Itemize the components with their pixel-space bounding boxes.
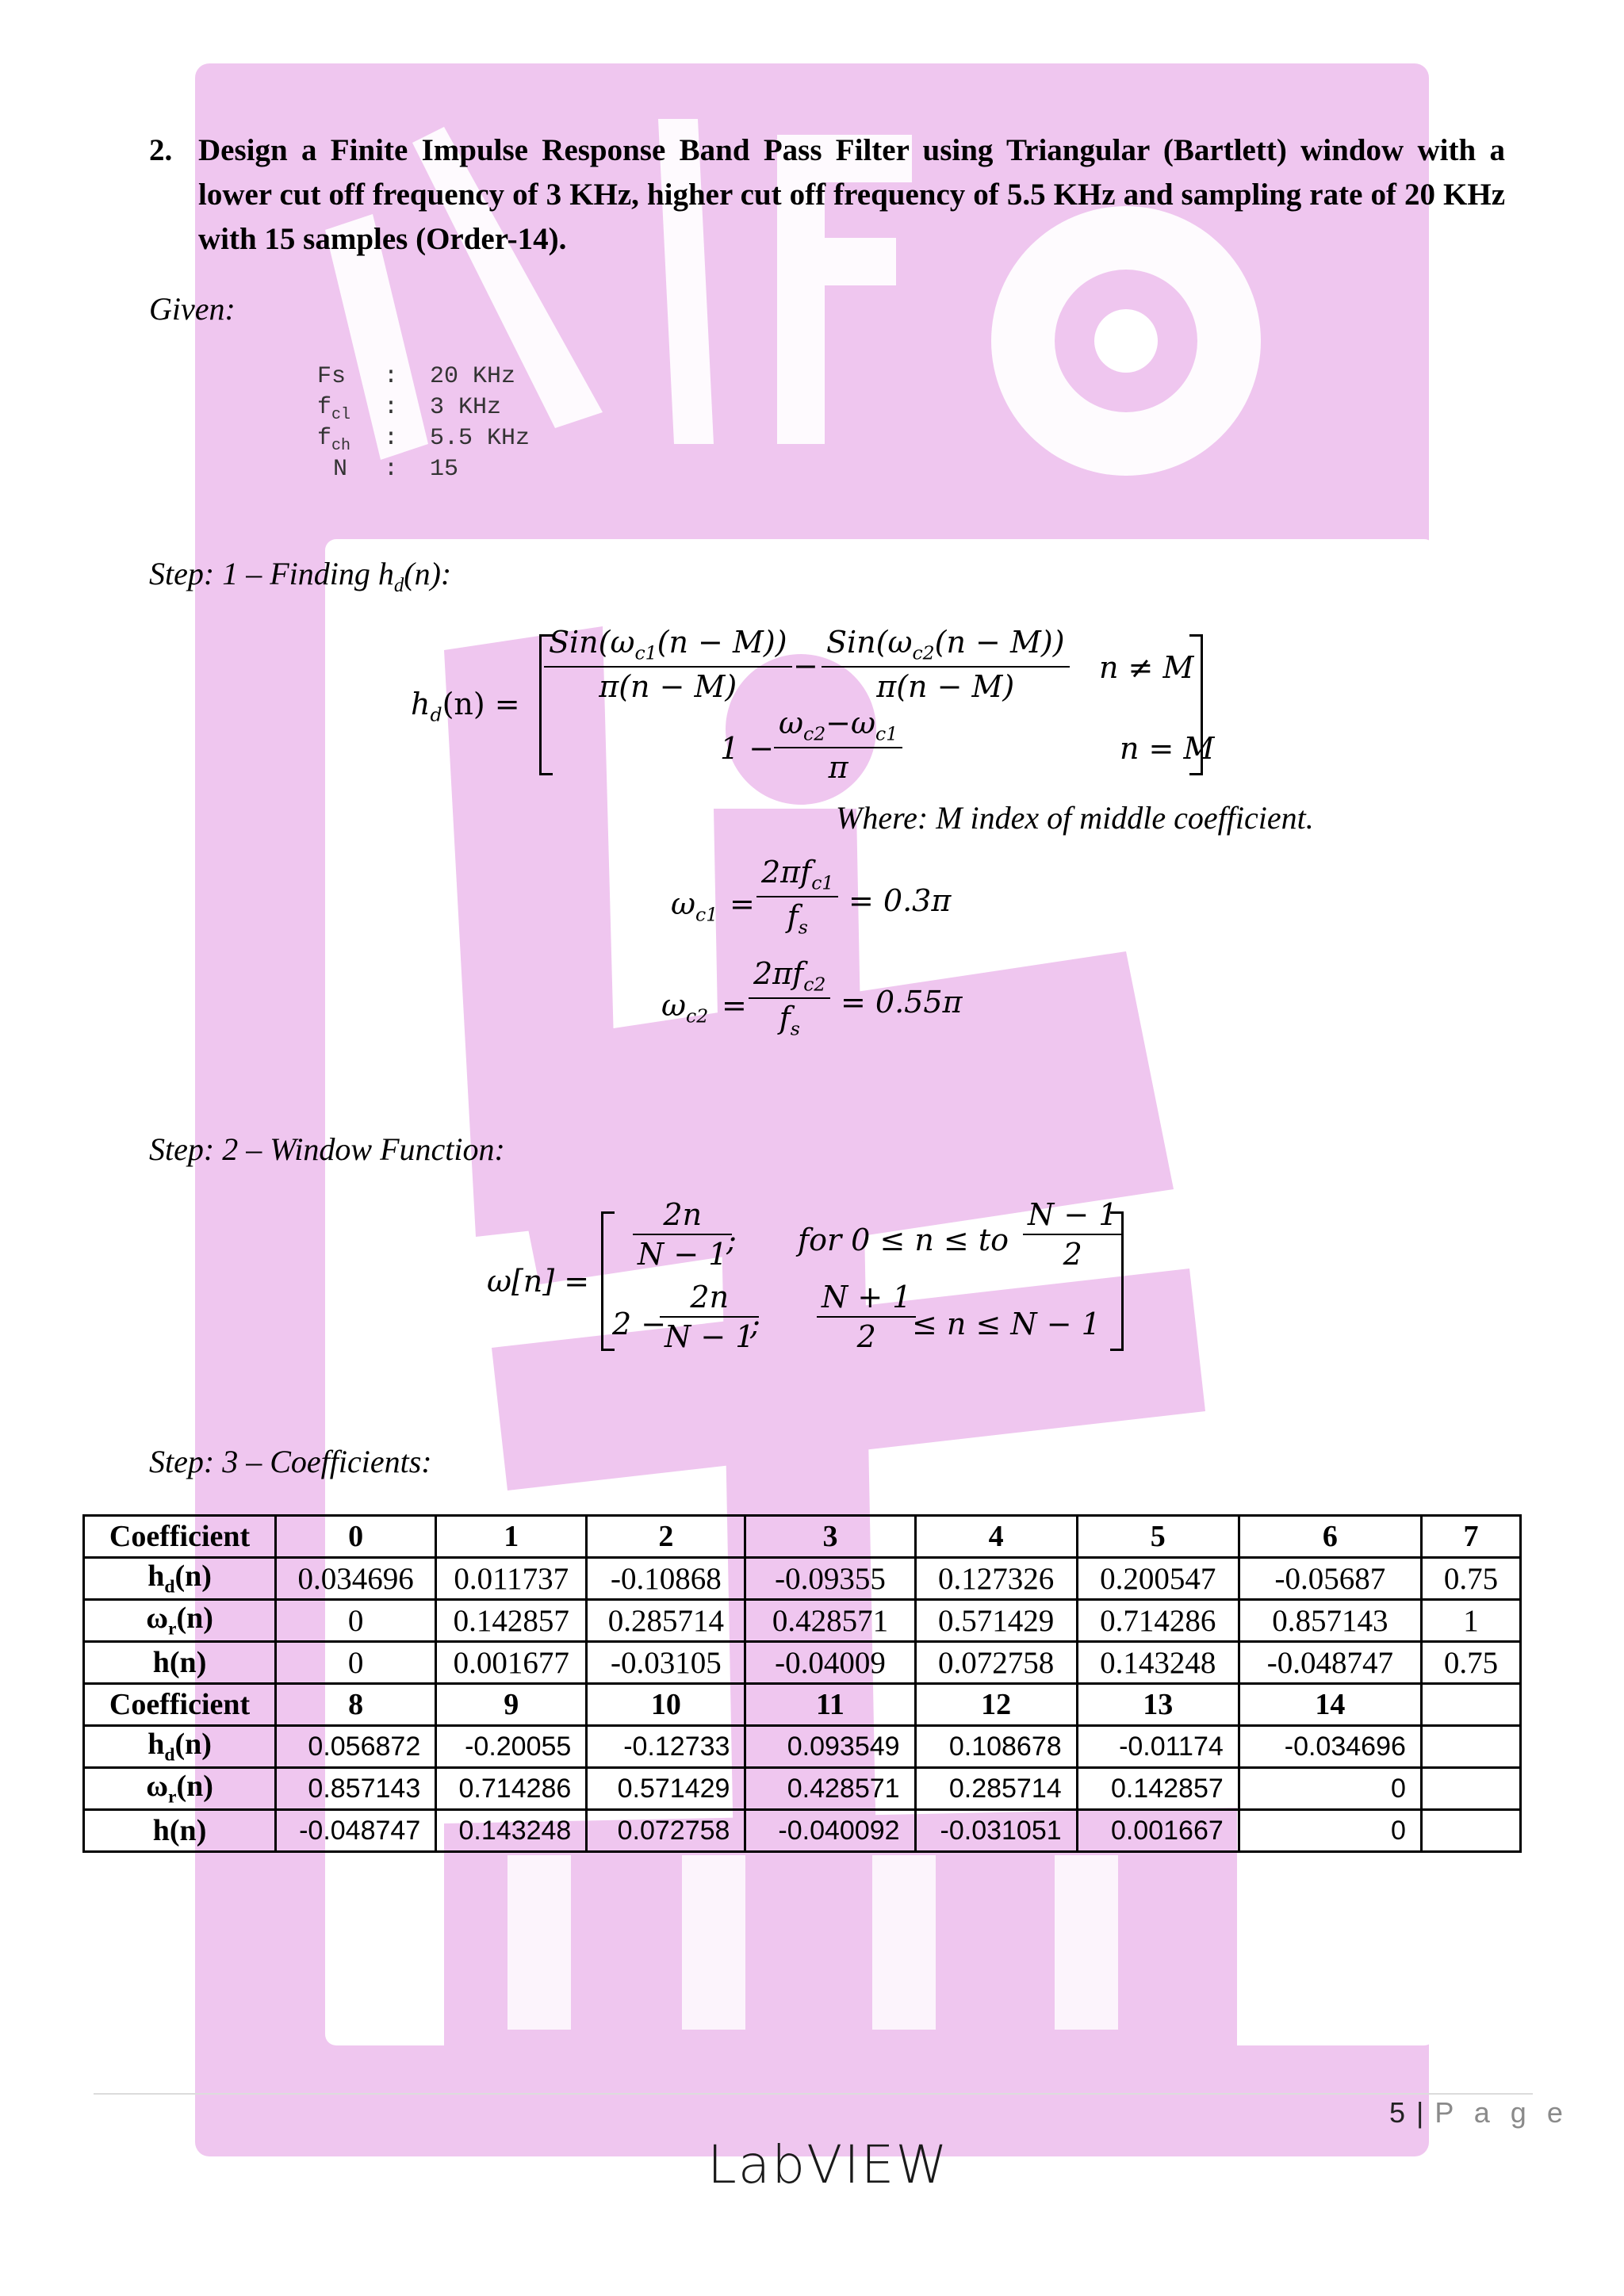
table-cell: 1 xyxy=(1421,1600,1520,1642)
given-key: $f_{cl}$ xyxy=(317,394,351,424)
table-cell: 0.285714 xyxy=(915,1768,1077,1810)
window-r1-cond: for 0 ≤ n ≤ to xyxy=(798,1223,1009,1257)
table-cell: 0.108678 xyxy=(915,1726,1077,1768)
table-cell: 0.428571 xyxy=(745,1600,915,1642)
given-value: 20 KHz xyxy=(430,363,516,390)
table-cell: 0.093549 xyxy=(745,1726,915,1768)
hd-minus: − xyxy=(793,649,818,683)
given-value: 15 xyxy=(430,456,459,483)
table-cell: 0 xyxy=(276,1600,436,1642)
table-cell: 0.75 xyxy=(1421,1642,1520,1684)
table-cell: 1 xyxy=(436,1516,587,1558)
table-cell: 13 xyxy=(1077,1684,1239,1726)
table-cell: 0.857143 xyxy=(1239,1600,1421,1642)
table-cell: 0 xyxy=(1239,1810,1421,1852)
table-cell: 6 xyxy=(1239,1516,1421,1558)
wc2-frac: $\frac{2\pi f_{c2}}{f_s}$ xyxy=(749,956,830,1039)
table-cell: 0.143248 xyxy=(436,1810,587,1852)
table-cell: -0.048747 xyxy=(1239,1642,1421,1684)
table-cell: 7 xyxy=(1421,1516,1520,1558)
table-cell: -0.04009 xyxy=(745,1642,915,1684)
table-cell: -0.05687 xyxy=(1239,1558,1421,1600)
table-cell: 12 xyxy=(915,1684,1077,1726)
table-label-h: h(n) xyxy=(84,1810,276,1852)
hd-condition-2: n = M xyxy=(1120,731,1215,766)
table-label-hd: $h_d(n)$ xyxy=(84,1726,276,1768)
window-r1-semi: ; xyxy=(726,1223,737,1257)
table-cell: 0 xyxy=(276,1642,436,1684)
given-heading: Given: xyxy=(149,291,236,327)
window-r2-lead: 2 − xyxy=(612,1307,667,1341)
table-cell: 0.001677 xyxy=(436,1642,587,1684)
table-cell xyxy=(1421,1768,1520,1810)
table-cell: 0.285714 xyxy=(587,1600,745,1642)
given-key: Fs xyxy=(317,363,347,390)
table-cell: 0.072758 xyxy=(915,1642,1077,1684)
hd-term1: $\frac{Sin(\omega_{c1}(n - M))}{\pi(n - M)}$ xyxy=(544,625,792,704)
table-cell: -0.034696 xyxy=(1239,1726,1421,1768)
table-cell: 5 xyxy=(1077,1516,1239,1558)
window-r1-frac: $\frac{2n}{N - 1}$ xyxy=(633,1197,732,1272)
table-row xyxy=(84,1726,1521,1768)
window-r2-cfrac: $\frac{N + 1}{2}$ xyxy=(817,1280,916,1354)
table-cell: -0.20055 xyxy=(436,1726,587,1768)
given-sep: : xyxy=(384,425,399,452)
table-cell: 3 xyxy=(745,1516,915,1558)
table-cell: 0.75 xyxy=(1421,1558,1520,1600)
table-cell: 11 xyxy=(745,1684,915,1726)
table-row xyxy=(84,1516,1521,1558)
table-row xyxy=(84,1558,1521,1600)
table-cell: -0.031051 xyxy=(915,1810,1077,1852)
table-cell: 0.142857 xyxy=(436,1600,587,1642)
table-cell: 0.011737 xyxy=(436,1558,587,1600)
given-sep: : xyxy=(384,363,399,390)
given-sep: : xyxy=(384,394,399,421)
table-cell: 0.571429 xyxy=(915,1600,1077,1642)
wc2-lhs: $\omega_{c2}$ xyxy=(661,988,709,1027)
wc1-frac: $\frac{2\pi f_{c1}}{f_s}$ xyxy=(756,855,838,938)
table-cell: 0.034696 xyxy=(276,1558,436,1600)
coefficients-table xyxy=(82,1514,1522,1853)
given-value: 3 KHz xyxy=(430,394,502,421)
table-label-hd: $h_d(n)$ xyxy=(84,1558,276,1600)
wc1-lhs: $\omega_{c1}$ xyxy=(671,886,718,926)
wc1-eq: = xyxy=(730,886,755,921)
step3-heading: Step: 3 – Coefficients: xyxy=(149,1444,432,1479)
footer-brand: LabVIEW xyxy=(707,2134,949,2195)
table-label-wr: $\omega_r(n)$ xyxy=(84,1600,276,1642)
hd-row2-lead: 1 − xyxy=(720,731,775,766)
table-cell: 0.001667 xyxy=(1077,1810,1239,1852)
table-row xyxy=(84,1600,1521,1642)
where-note: Where: M index of middle coefficient. xyxy=(836,800,1314,836)
table-row xyxy=(84,1684,1521,1726)
table-cell: 0.428571 xyxy=(745,1768,915,1810)
table-cell: 8 xyxy=(276,1684,436,1726)
table-cell: -0.10868 xyxy=(587,1558,745,1600)
window-r2-semi: ; xyxy=(750,1307,760,1341)
table-cell: 0.714286 xyxy=(436,1768,587,1810)
table-cell: 4 xyxy=(915,1516,1077,1558)
hd-condition-1: n ≠ M xyxy=(1099,650,1194,685)
table-label-wr: $\omega_r(n)$ xyxy=(84,1768,276,1810)
table-cell: 0.857143 xyxy=(276,1768,436,1810)
table-cell: 0.056872 xyxy=(276,1726,436,1768)
window-r2-cond: ≤ n ≤ N − 1 xyxy=(912,1307,1101,1341)
table-cell: 0.143248 xyxy=(1077,1642,1239,1684)
table-cell: -0.048747 xyxy=(276,1810,436,1852)
table-cell: 10 xyxy=(587,1684,745,1726)
wc1-value: = 0.3π xyxy=(848,883,952,918)
wc2-value: = 0.55π xyxy=(841,985,963,1020)
window-r2-frac: $\frac{2n}{N - 1}$ xyxy=(660,1280,759,1354)
table-cell: -0.09355 xyxy=(745,1558,915,1600)
given-sep: : xyxy=(384,456,399,483)
table-cell: 0.714286 xyxy=(1077,1600,1239,1642)
table-cell: 0.200547 xyxy=(1077,1558,1239,1600)
table-cell xyxy=(1421,1726,1520,1768)
page-number: 5 | P a g e xyxy=(1389,2096,1569,2129)
table-cell: -0.03105 xyxy=(587,1642,745,1684)
hd-lhs: $h_d(n)$ = xyxy=(411,687,520,726)
table-row xyxy=(84,1810,1521,1852)
table-row xyxy=(84,1768,1521,1810)
given-key: N xyxy=(333,456,348,483)
table-label-coefficient: Coefficient xyxy=(84,1516,276,1558)
wc2-eq: = xyxy=(722,988,747,1023)
table-cell: 0.142857 xyxy=(1077,1768,1239,1810)
problem-text: Design a Finite Impulse Response Band Pass Filter using Triangular (Bartlett) window with a lower cut off frequency of 3 KHz, higher cut off frequency of 5.5 KHz and sampling rate of 20 KHz with 15 samples (Order-14). xyxy=(198,133,1505,256)
table-cell: 0 xyxy=(1239,1768,1421,1810)
table-cell: 0.571429 xyxy=(587,1768,745,1810)
footer-divider xyxy=(94,2093,1533,2095)
given-value: 5.5 KHz xyxy=(430,425,530,452)
table-row xyxy=(84,1642,1521,1684)
table-cell: -0.01174 xyxy=(1077,1726,1239,1768)
table-cell: 2 xyxy=(587,1516,745,1558)
table-cell: 14 xyxy=(1239,1684,1421,1726)
given-key: $f_{ch}$ xyxy=(317,425,351,455)
table-cell: -0.12733 xyxy=(587,1726,745,1768)
table-cell: 9 xyxy=(436,1684,587,1726)
problem-number: 2. xyxy=(149,133,173,167)
window-r1-cfrac: $\frac{N - 1}{2}$ xyxy=(1023,1197,1122,1272)
table-cell: -0.040092 xyxy=(745,1810,915,1852)
step2-heading: Step: 2 – Window Function: xyxy=(149,1131,505,1167)
table-cell xyxy=(1421,1810,1520,1852)
table-cell xyxy=(1421,1684,1520,1726)
hd-row2-frac: $\frac{\omega_{c2}-\omega_{c1}}{\pi}$ xyxy=(774,706,902,785)
table-label-h: h(n) xyxy=(84,1642,276,1684)
window-lhs: ω[n] = xyxy=(487,1264,590,1299)
hd-term2: $\frac{Sin(\omega_{c2}(n - M))}{\pi(n - M)}$ xyxy=(822,625,1070,704)
table-label-coefficient: Coefficient xyxy=(84,1684,276,1726)
table-cell: 0.127326 xyxy=(915,1558,1077,1600)
table-cell: 0.072758 xyxy=(587,1810,745,1852)
table-cell: 0 xyxy=(276,1516,436,1558)
step1-heading: Step: 1 – Finding $h_d(n)$: xyxy=(149,556,452,596)
